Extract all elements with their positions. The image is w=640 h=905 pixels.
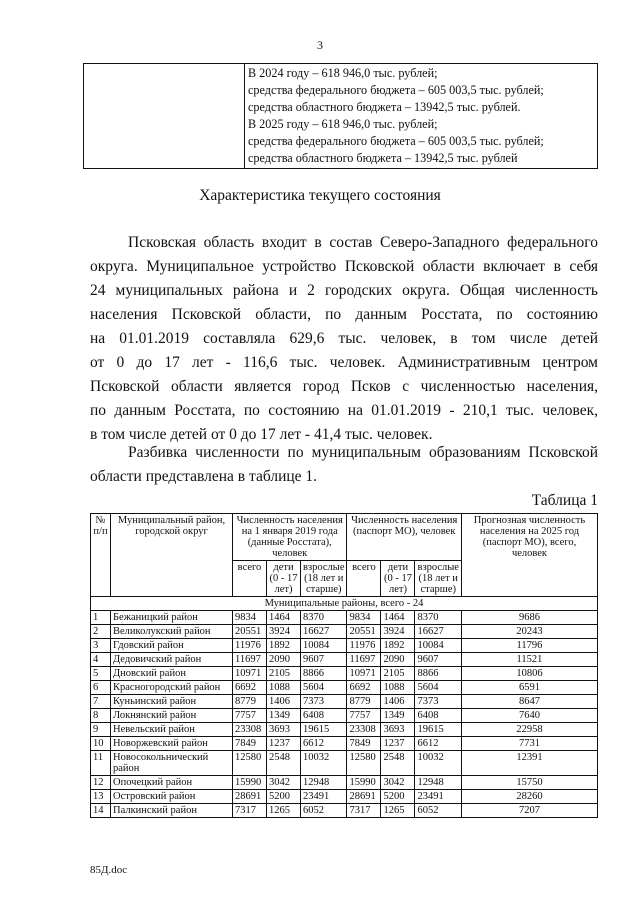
cell-r-adults: 6612 [301, 737, 347, 751]
cell-r-total: 12580 [233, 751, 267, 776]
cell-n: 4 [91, 653, 111, 667]
paragraph-line: в том числе детей от 0 до 17 лет - 41,4 тыс. человек. [90, 426, 433, 443]
section-row: Муниципальные районы, всего - 24 [91, 597, 598, 611]
cell-n: 10 [91, 737, 111, 751]
cell-p-adults: 6408 [415, 709, 461, 723]
cell-p-children: 1088 [381, 681, 415, 695]
paragraph-overview [90, 231, 598, 447]
funding-table-text-cell [245, 64, 598, 169]
header-children: дети (0 - 17 лет) [381, 561, 415, 597]
paragraph-line: Псковской области является город Псков с численностью населения, [90, 378, 598, 395]
cell-p-total: 8779 [347, 695, 381, 709]
cell-n: 11 [91, 751, 111, 776]
table-row [91, 723, 598, 737]
cell-forecast: 6591 [461, 681, 597, 695]
cell-r-children: 3042 [267, 776, 301, 790]
table-row [91, 681, 598, 695]
cell-forecast: 7207 [461, 804, 597, 818]
cell-p-total: 20551 [347, 625, 381, 639]
cell-r-children: 1349 [267, 709, 301, 723]
paragraph-line: 24 муниципальных района и 2 городских округа. Общая численность [90, 282, 598, 299]
cell-r-adults: 9607 [301, 653, 347, 667]
cell-forecast: 20243 [461, 625, 597, 639]
cell-r-children: 5200 [267, 790, 301, 804]
cell-name: Дновский район [111, 667, 233, 681]
header-forecast: Прогнозная численность населения на 2025 год (паспорт МО), всего, человек [461, 514, 597, 597]
cell-r-adults: 6408 [301, 709, 347, 723]
cell-n: 13 [91, 790, 111, 804]
header-adults: взрослые (18 лет и старше) [415, 561, 461, 597]
paragraph-line: от 0 до 17 лет - 116,6 тыс. человек. Административным центром [90, 354, 598, 371]
cell-forecast: 12391 [461, 751, 597, 776]
cell-r-adults: 8866 [301, 667, 347, 681]
cell-name: Великолукский район [111, 625, 233, 639]
cell-forecast: 7640 [461, 709, 597, 723]
cell-name: Локнянский район [111, 709, 233, 723]
cell-name: Опочецкий район [111, 776, 233, 790]
funding-line: средства федерального бюджета – 605 003,5 тыс. рублей; [248, 83, 544, 97]
cell-p-adults: 5604 [415, 681, 461, 695]
cell-r-children: 1406 [267, 695, 301, 709]
funding-table-label-cell [84, 64, 245, 169]
table-row [91, 625, 598, 639]
header-rosstat: Численность населения на 1 января 2019 года (данные Росстата), человек [233, 514, 347, 561]
cell-forecast: 7731 [461, 737, 597, 751]
population-table [90, 513, 598, 818]
cell-p-adults: 6052 [415, 804, 461, 818]
cell-p-adults: 8370 [415, 611, 461, 625]
cell-name: Красногородский район [111, 681, 233, 695]
cell-r-children: 2105 [267, 667, 301, 681]
cell-p-children: 2090 [381, 653, 415, 667]
cell-name: Дедовичский район [111, 653, 233, 667]
cell-p-children: 1406 [381, 695, 415, 709]
cell-n: 2 [91, 625, 111, 639]
cell-forecast: 9686 [461, 611, 597, 625]
cell-forecast: 15750 [461, 776, 597, 790]
cell-p-children: 1349 [381, 709, 415, 723]
cell-forecast: 10806 [461, 667, 597, 681]
cell-r-total: 23308 [233, 723, 267, 737]
paragraph-line: населения Псковской области, по данным Росстата, по состоянию [90, 306, 598, 323]
page-number: 3 [317, 38, 323, 52]
cell-forecast: 11521 [461, 653, 597, 667]
cell-p-children: 2548 [381, 751, 415, 776]
cell-r-total: 15990 [233, 776, 267, 790]
cell-r-children: 1088 [267, 681, 301, 695]
cell-p-total: 12580 [347, 751, 381, 776]
cell-name: Палкинский район [111, 804, 233, 818]
cell-n: 1 [91, 611, 111, 625]
table-row [91, 653, 598, 667]
cell-r-adults: 6052 [301, 804, 347, 818]
cell-name: Новосокольнический район [111, 751, 233, 776]
cell-p-total: 10971 [347, 667, 381, 681]
cell-p-children: 1892 [381, 639, 415, 653]
cell-p-adults: 9607 [415, 653, 461, 667]
cell-r-total: 28691 [233, 790, 267, 804]
cell-p-adults: 8866 [415, 667, 461, 681]
cell-r-adults: 5604 [301, 681, 347, 695]
table-row [91, 709, 598, 723]
table-row [91, 639, 598, 653]
paragraph-line: Разбивка численности по муниципальным образованиям Псковской [128, 444, 598, 461]
header-passport: Численность населения (паспорт МО), человек [347, 514, 461, 561]
cell-p-adults: 19615 [415, 723, 461, 737]
cell-r-adults: 10032 [301, 751, 347, 776]
table-row [91, 695, 598, 709]
cell-r-children: 3924 [267, 625, 301, 639]
cell-p-adults: 6612 [415, 737, 461, 751]
cell-p-children: 1265 [381, 804, 415, 818]
cell-r-total: 9834 [233, 611, 267, 625]
cell-p-adults: 12948 [415, 776, 461, 790]
paragraph-line: округа. Муниципальное устройство Псковской области включает в себя [90, 258, 598, 275]
cell-p-total: 11976 [347, 639, 381, 653]
cell-r-adults: 19615 [301, 723, 347, 737]
cell-n: 9 [91, 723, 111, 737]
table-row [91, 751, 598, 776]
cell-p-children: 1237 [381, 737, 415, 751]
cell-r-total: 11976 [233, 639, 267, 653]
cell-n: 5 [91, 667, 111, 681]
cell-r-children: 2548 [267, 751, 301, 776]
paragraph-line: по данным Росстата, по состоянию на 01.01.2019 - 210,1 тыс. человек, [90, 402, 598, 419]
cell-name: Бежаницкий район [111, 611, 233, 625]
cell-r-total: 8779 [233, 695, 267, 709]
header-total: всего [233, 561, 267, 597]
cell-p-children: 3042 [381, 776, 415, 790]
cell-r-adults: 10084 [301, 639, 347, 653]
header-district: Муниципальный район, городской округ [111, 514, 233, 597]
cell-p-adults: 10032 [415, 751, 461, 776]
header-children: дети (0 - 17 лет) [267, 561, 301, 597]
cell-p-adults: 23491 [415, 790, 461, 804]
cell-name: Островский район [111, 790, 233, 804]
cell-p-total: 23308 [347, 723, 381, 737]
header-adults: взрослые (18 лет и старше) [301, 561, 347, 597]
paragraph-line: на 01.01.2019 составляла 629,6 тыс. человек, в том числе детей [90, 330, 598, 347]
table-row [91, 667, 598, 681]
paragraph-line: области представлена в таблице 1. [90, 468, 318, 485]
cell-r-adults: 23491 [301, 790, 347, 804]
cell-name: Новоржевский район [111, 737, 233, 751]
funding-line: средства федерального бюджета – 605 003,5 тыс. рублей; [248, 134, 544, 148]
section-heading: Характеристика текущего состояния [199, 187, 441, 204]
cell-n: 6 [91, 681, 111, 695]
funding-table [83, 63, 598, 169]
cell-name: Гдовский район [111, 639, 233, 653]
cell-p-total: 7317 [347, 804, 381, 818]
cell-p-total: 11697 [347, 653, 381, 667]
cell-r-adults: 12948 [301, 776, 347, 790]
cell-r-total: 7317 [233, 804, 267, 818]
cell-p-children: 3693 [381, 723, 415, 737]
cell-r-children: 1892 [267, 639, 301, 653]
cell-r-total: 7757 [233, 709, 267, 723]
cell-r-adults: 8370 [301, 611, 347, 625]
funding-line: В 2024 году – 618 946,0 тыс. рублей; [248, 66, 438, 80]
cell-forecast: 22958 [461, 723, 597, 737]
cell-n: 3 [91, 639, 111, 653]
cell-r-adults: 16627 [301, 625, 347, 639]
cell-p-total: 7757 [347, 709, 381, 723]
table-label: Таблица 1 [531, 492, 598, 509]
cell-r-total: 6692 [233, 681, 267, 695]
cell-n: 14 [91, 804, 111, 818]
cell-r-children: 2090 [267, 653, 301, 667]
cell-p-total: 7849 [347, 737, 381, 751]
table-row [91, 790, 598, 804]
cell-r-total: 20551 [233, 625, 267, 639]
cell-forecast: 8647 [461, 695, 597, 709]
cell-p-children: 5200 [381, 790, 415, 804]
funding-line: В 2025 году – 618 946,0 тыс. рублей; [248, 117, 438, 131]
funding-line: средства областного бюджета – 13942,5 тыс. рублей. [248, 100, 521, 114]
cell-r-children: 3693 [267, 723, 301, 737]
table-row [91, 804, 598, 818]
paragraph-line: Псковская область входит в состав Северо-Западного федерального [128, 234, 598, 251]
cell-n: 8 [91, 709, 111, 723]
cell-n: 7 [91, 695, 111, 709]
cell-p-adults: 16627 [415, 625, 461, 639]
table-row [91, 776, 598, 790]
cell-n: 12 [91, 776, 111, 790]
cell-r-children: 1237 [267, 737, 301, 751]
cell-forecast: 11796 [461, 639, 597, 653]
table-row [91, 737, 598, 751]
footer-filename: 85Д.doc [90, 864, 128, 876]
paragraph-table-intro [90, 441, 598, 489]
cell-p-adults: 7373 [415, 695, 461, 709]
cell-p-children: 1464 [381, 611, 415, 625]
cell-r-total: 11697 [233, 653, 267, 667]
cell-name: Невельский район [111, 723, 233, 737]
cell-r-children: 1464 [267, 611, 301, 625]
cell-r-children: 1265 [267, 804, 301, 818]
cell-p-children: 2105 [381, 667, 415, 681]
header-num: № п/п [91, 514, 111, 597]
cell-forecast: 28260 [461, 790, 597, 804]
cell-r-adults: 7373 [301, 695, 347, 709]
cell-r-total: 10971 [233, 667, 267, 681]
cell-p-children: 3924 [381, 625, 415, 639]
cell-p-total: 15990 [347, 776, 381, 790]
funding-line: средства областного бюджета – 13942,5 тыс. рублей [248, 151, 518, 165]
cell-p-adults: 10084 [415, 639, 461, 653]
cell-name: Куньинский район [111, 695, 233, 709]
table-row [91, 611, 598, 625]
cell-r-total: 7849 [233, 737, 267, 751]
cell-p-total: 9834 [347, 611, 381, 625]
cell-p-total: 6692 [347, 681, 381, 695]
cell-p-total: 28691 [347, 790, 381, 804]
header-total: всего [347, 561, 381, 597]
